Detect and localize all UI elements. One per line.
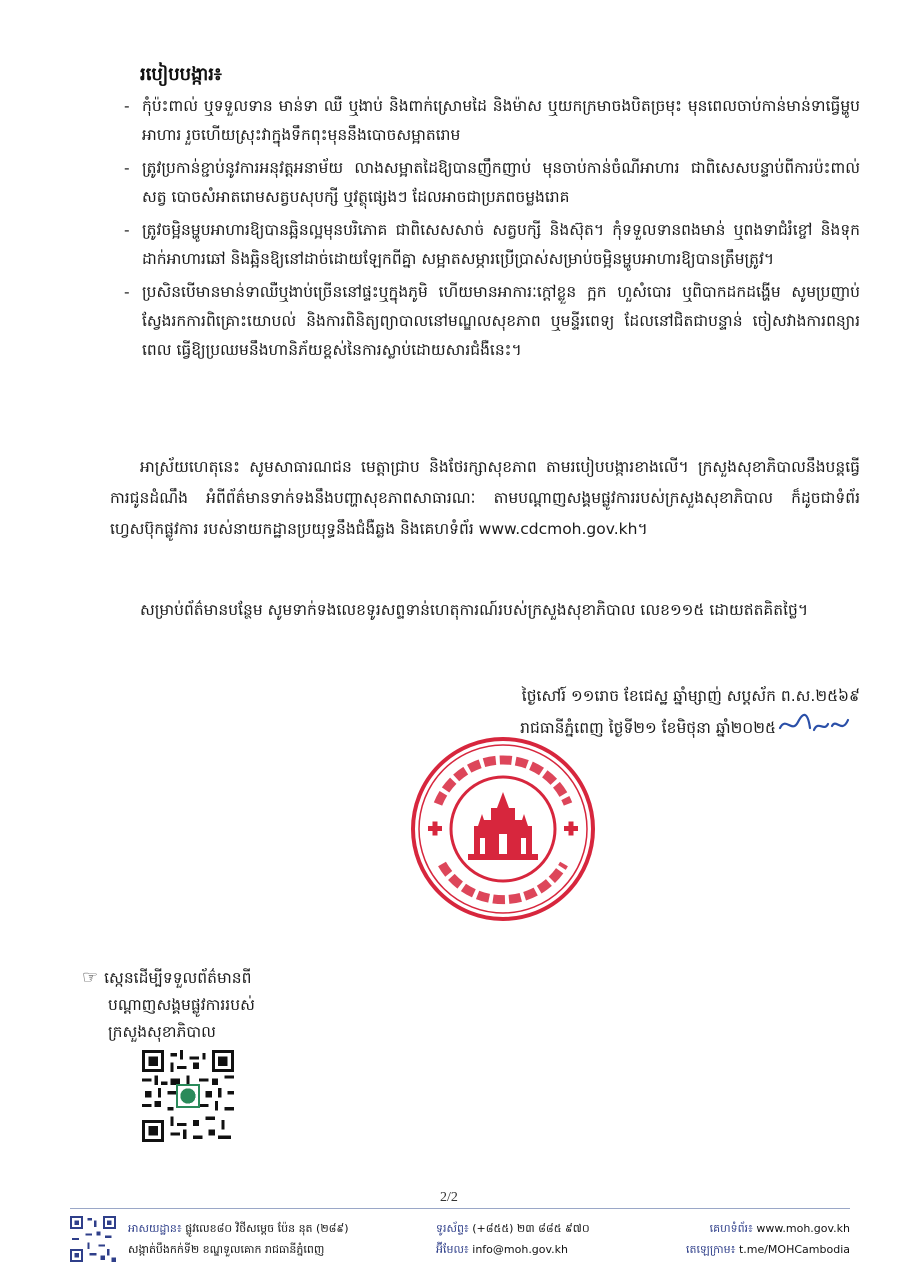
lunar-date: ថ្ងៃសៅរ៍ ១១រោច ខែជេស្ឋ ឆ្នាំម្សាញ់ សប្តស័ក ព.ស.២៥៦៩ xyxy=(521,687,860,705)
website-link[interactable]: www.moh.gov.kh xyxy=(756,1222,850,1235)
footer-address xyxy=(128,1218,349,1260)
solar-date: រាជធានីភ្នំពេញ ថ្ងៃទី២១ ខែមិថុនា ឆ្នាំ២០២៥ xyxy=(520,719,776,737)
list-item: - កុំប៉ះពាល់ ឬទទួលទាន មាន់ទា ឈឺ ឬងាប់ និងពាក់ស្រោមដៃ និងម៉ាស ឬយកក្រមាចងបិតច្រមុះ មុនពេលចាប់កាន់មាន់ទាធ្វើម្ហូបអាហារ រួចហើយស្រុះវាក្នុងទឹកពុះមុននឹងបោចសម្អាតរោម xyxy=(124,97,860,144)
list-item: - ត្រូវចម្អិនម្ហូបអាហារឱ្យបានឆ្អិនល្អមុនបរិភោគ ជាពិសេសសាច់ សត្វបក្សី និងស៊ុត។ កុំទទួលទានពងមាន់ ឬពងទាជំរំខ្ចៅ និងទុកដាក់អាហារឆៅ និងឆ្អិនឱ្យនៅដាច់ដោយឡែកពីគ្នា សម្អាតសម្ភារប្រើប្រាស់សម្រាប់ចម្អិនម្ហូបអាហារឱ្យបានត្រឹមត្រូវ។ xyxy=(124,221,860,268)
address-value: ផ្លូវលេខ៨០ វិថីសម្តេច ប៉ែន នុត (២៨៩) xyxy=(185,1222,349,1235)
footer-contact xyxy=(436,1218,590,1260)
telegram-link[interactable]: t.me/MOHCambodia xyxy=(738,1243,850,1256)
prevention-heading: របៀបបង្ការ៖ xyxy=(140,64,222,85)
email-link[interactable]: info@moh.gov.kh xyxy=(472,1243,569,1256)
list-item-text: កុំប៉ះពាល់ ឬទទួលទាន មាន់ទា ឈឺ ឬងាប់ និងពាក់ស្រោមដៃ និងម៉ាស ឬយកក្រមាចងបិតច្រមុះ មុនពេលចាប់កាន់មាន់ទាធ្វើម្ហូបអាហារ រួចហើយស្រុះវាក្នុងទឹកពុះមុននឹងបោចសម្អាតរោម xyxy=(142,97,860,144)
footer xyxy=(70,1212,850,1272)
address-label: អាសយដ្ឋាន៖ xyxy=(128,1222,182,1235)
subscribe-line-3: ក្រសួងសុខាភិបាល xyxy=(108,1023,216,1041)
body-paragraph-advice: អាស្រ័យហេតុនេះ សូមសាធារណជន មេត្តាជ្រាប និងថែរក្សាសុខភាព តាមរបៀបបង្ការខាងលើ។ ក្រសួងសុខាភិបាលនឹងបន្តធ្វើការជូនដំណឹង អំពីព័ត៌មានទាក់ទងនឹងបញ្ហាសុខភាពសាធារណៈ តាមបណ្តាញសង្គមផ្លូវការរបស់ក្រសួងសុខាភិបាល ក៏ដូចជាទំព័រហ្វេសប៊ុកផ្លូវការ របស់នាយកដ្ឋានប្រយុទ្ធនឹងជំងឺឆ្លង និងគេហទំព័រ www.cdcmoh.gov.kh។ xyxy=(110,458,860,538)
list-item-text: ត្រូវប្រកាន់ខ្ជាប់នូវការអនុវត្តអនាម័យ លាងសម្អាតដៃឱ្យបានញឹកញាប់ មុនចាប់កាន់ចំណីអាហារ ជាពិសេសបន្ទាប់ពីការប៉ះពាល់សត្វ បោចសំអាតរោមសត្វបសុបក្សី ឬវត្ថុផ្សេងៗ ដែលអាចជាប្រភពចម្លងរោគ xyxy=(142,159,860,206)
body-paragraph-hotline: សម្រាប់ព័ត៌មានបន្ថែម សូមទាក់ទងលេខទូរសព្ទទាន់ហេតុការណ៍របស់ក្រសួងសុខាភិបាល លេខ១១៥ ដោយឥតគិតថ្លៃ។ xyxy=(140,601,809,619)
subscribe-caption xyxy=(82,964,322,1046)
address-line-2: សង្កាត់បឹងកក់ទី២ ខណ្ឌទួលគោក រាជធានីភ្នំពេញ xyxy=(128,1243,325,1256)
list-item: - ប្រសិនបើមានមាន់ទាឈឺឬងាប់ច្រើននៅផ្ទះឬក្នុងភូមិ ហើយមានអាការៈក្តៅខ្លួន ក្អក ហួសំបោរ ឬពិបាកដកដង្ហើម សូមប្រញាប់ស្វែងរកការពិគ្រោះយោបល់ និងការពិនិត្យព្យាបាលនៅមណ្ឌលសុខភាព ឬមន្ទីរពេទ្យ ដែលនៅជិតជាបន្ទាន់ ចៀសវាងការពន្យារពេល ធ្វើឱ្យប្រឈមនឹងហានិភ័យខ្ពស់នៃការស្លាប់ដោយសារជំងឺនេះ។ xyxy=(124,283,860,359)
prevention-list xyxy=(120,92,860,369)
subscribe-line-2: បណ្តាញសង្គមផ្លូវការរបស់ xyxy=(108,996,255,1014)
footer-online xyxy=(686,1218,850,1260)
pointing-hand-icon: ☞ xyxy=(82,967,99,988)
list-item-text: ប្រសិនបើមានមាន់ទាឈឺឬងាប់ច្រើននៅផ្ទះឬក្នុងភូមិ ហើយមានអាការៈក្តៅខ្លួន ក្អក ហួសំបោរ ឬពិបាកដកដង្ហើម សូមប្រញាប់ស្វែងរកការពិគ្រោះយោបល់ និងការពិនិត្យព្យាបាលនៅមណ្ឌលសុខភាព ឬមន្ទីរពេទ្យ ដែលនៅជិតជាបន្ទាន់ ចៀសវាងការពន្យារពេល ធ្វើឱ្យប្រឈមនឹងហានិភ័យខ្ពស់នៃការស្លាប់ដោយសារជំងឺនេះ។ xyxy=(142,283,860,359)
footer-divider xyxy=(70,1208,850,1209)
ministry-seal xyxy=(408,734,598,924)
website-label: គេហទំព័រ៖ xyxy=(709,1222,753,1235)
footer-qr-code[interactable] xyxy=(70,1216,116,1262)
subscribe-line-1: ស្កេនដើម្បីទទួលព័ត៌មានពី xyxy=(104,969,252,987)
qr-code[interactable] xyxy=(142,1050,234,1142)
phone-value: (+៨៥៥) ២៣ ៨៨៥ ៩៧០ xyxy=(472,1222,590,1235)
telegram-label: តេឡេក្រាម៖ xyxy=(685,1243,736,1256)
list-item: - ត្រូវប្រកាន់ខ្ជាប់នូវការអនុវត្តអនាម័យ លាងសម្អាតដៃឱ្យបានញឹកញាប់ មុនចាប់កាន់ចំណីអាហារ ជាពិសេសបន្ទាប់ពីការប៉ះពាល់សត្វ បោចសំអាតរោមសត្វបសុបក្សី ឬវត្ថុផ្សេងៗ ដែលអាចជាប្រភពចម្លងរោគ xyxy=(124,159,860,206)
phone-label: ទូរស័ព្ទ៖ xyxy=(436,1222,469,1235)
list-item-text: ត្រូវចម្អិនម្ហូបអាហារឱ្យបានឆ្អិនល្អមុនបរិភោគ ជាពិសេសសាច់ សត្វបក្សី និងស៊ុត។ កុំទទួលទានពងមាន់ ឬពងទាជំរំខ្ចៅ និងទុកដាក់អាហារឆៅ និងឆ្អិនឱ្យនៅដាច់ដោយឡែកពីគ្នា សម្អាតសម្ភារប្រើប្រាស់សម្រាប់ចម្អិនម្ហូបអាហារឱ្យបានត្រឹមត្រូវ។ xyxy=(142,221,860,268)
signature xyxy=(776,706,856,740)
page-number: 2/2 xyxy=(440,1190,458,1205)
email-label: អ៊ីមែល៖ xyxy=(436,1243,469,1256)
